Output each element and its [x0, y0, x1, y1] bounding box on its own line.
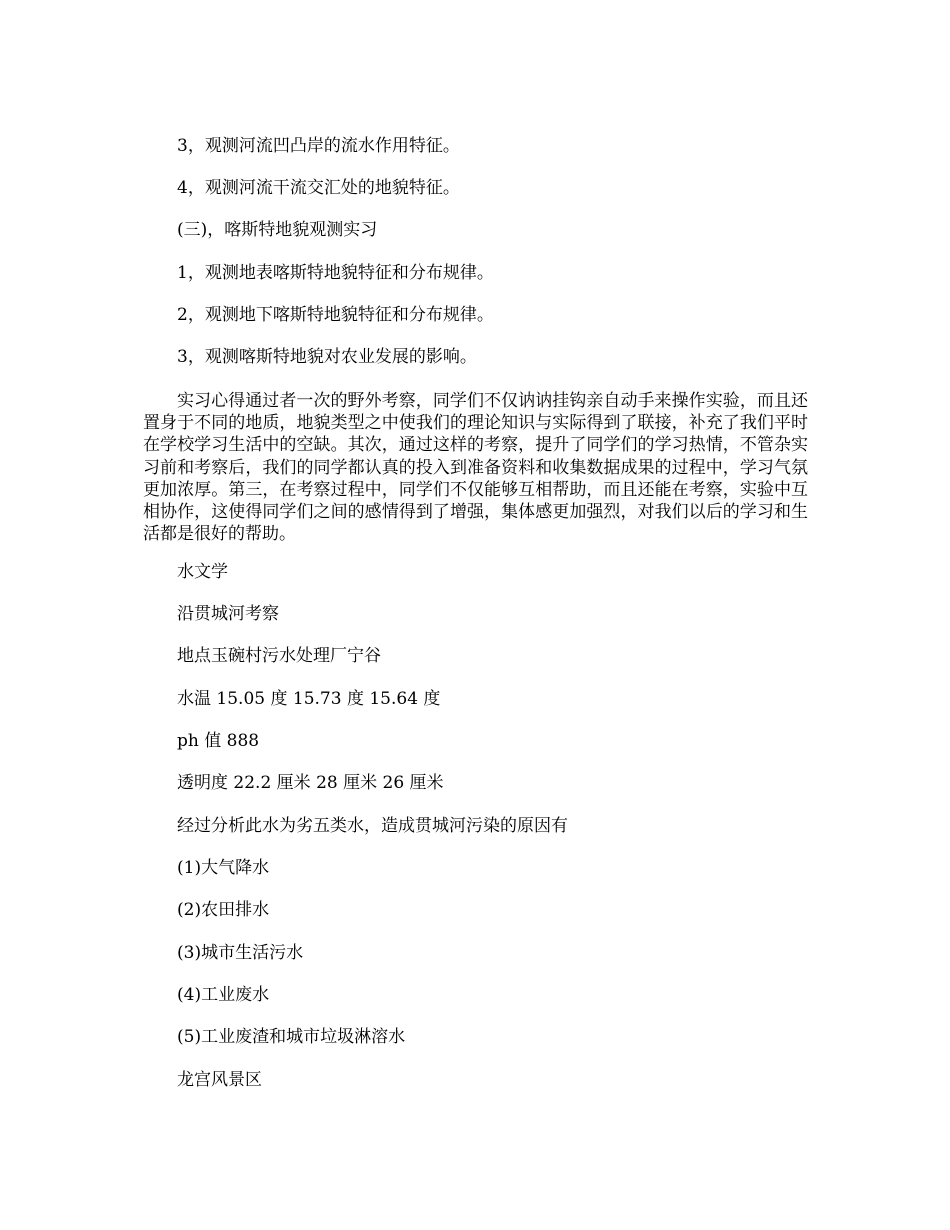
reflection-paragraph: 实习心得通过者一次的野外考察，同学们不仅讷讷挂钩亲自动手来操作实验，而且还置身于不同的地质，地貌类型之中使我们的理论知识与实际得到了联接，补充了我们平时在学校学习生活中的空缺。其次，通过这样的考察，提升了同学们的学习热情，不管杂实习前和考察后，我们的同学都认真的投入到准备资料和收集数据成果的过程中，学习气氛更加浓厚。第三，在考察过程中，同学们不仅能够互相帮助，而且还能在考察，实验中互相协作，这使得同学们之间的感情得到了增强，集体感更加强烈，对我们以后的学习和生活都是很好的帮助。 [143, 391, 808, 545]
list-item-cause-2: (2)农田排水 [177, 900, 270, 920]
text-line-surface-karst: 1，观测地表喀斯特地貌特征和分布规律。 [177, 263, 494, 283]
list-item-cause-3: (3)城市生活污水 [177, 943, 304, 963]
text-line-underground-karst: 2，观测地下喀斯特地貌特征和分布规律。 [177, 305, 494, 325]
text-line-guancheng-river: 沿贯城河考察 [177, 604, 279, 624]
text-line-karst-agriculture: 3，观测喀斯特地貌对农业发展的影响。 [177, 347, 477, 367]
section-heading-karst: (三)，喀斯特地貌观测实习 [177, 220, 378, 240]
text-line-water-temperature: 水温 15.05 度 15.73 度 15.64 度 [177, 689, 441, 709]
list-item-cause-1: (1)大气降水 [177, 858, 270, 878]
text-line-observe-banks: 3，观测河流凹凸岸的流水作用特征。 [177, 136, 460, 156]
text-line-ph-value: ph 值 888 [177, 731, 260, 751]
text-line-observe-confluence: 4，观测河流干流交汇处的地貌特征。 [177, 178, 460, 198]
text-line-transparency: 透明度 22.2 厘米 28 厘米 26 厘米 [177, 773, 444, 793]
text-line-analysis: 经过分析此水为劣五类水，造成贯城河污染的原因有 [177, 816, 568, 836]
list-item-cause-4: (4)工业废水 [177, 985, 270, 1005]
list-item-cause-5: (5)工业废渣和城市垃圾淋溶水 [177, 1027, 406, 1047]
text-line-location: 地点玉碗村污水处理厂宁谷 [177, 646, 381, 666]
heading-hydrology: 水文学 [177, 562, 228, 582]
heading-longgong-scenic-area: 龙宫风景区 [177, 1070, 262, 1090]
